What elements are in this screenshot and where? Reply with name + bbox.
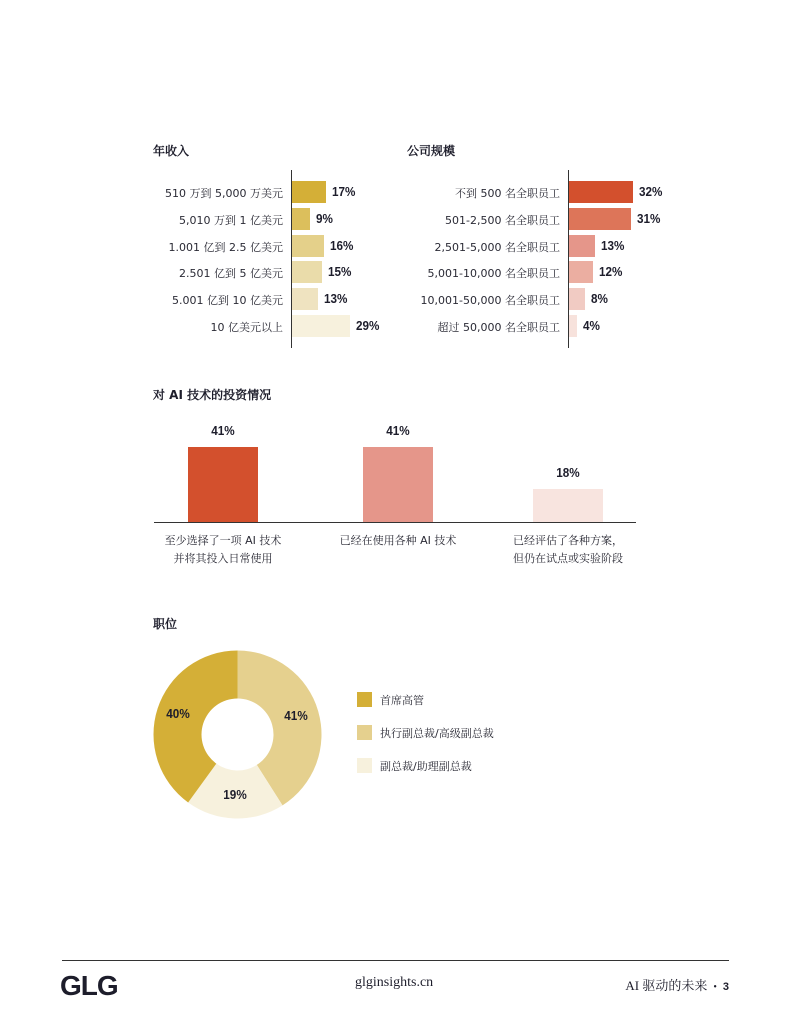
company-size-value-label: 32%: [639, 184, 663, 199]
company-size-category-label: 不到 500 名全职员工: [455, 187, 560, 200]
position-legend-label: 执行副总裁/高级副总裁: [380, 727, 494, 740]
company-size-bar: [569, 315, 577, 337]
revenue-value-label: 16%: [330, 237, 354, 253]
revenue-bar: [292, 261, 322, 283]
ai-investment-value-label: 18%: [556, 465, 580, 481]
ai-investment-category-line: 但仍在试点或实验阶段: [513, 552, 623, 565]
revenue-value-label: 9%: [316, 210, 333, 226]
company-size-value-label: 31%: [637, 210, 661, 226]
company-size-bar: [569, 261, 593, 283]
company-size-bar: [569, 288, 585, 310]
company-size-bar: [569, 181, 633, 203]
ai-investment-category-line: 已经评估了各种方案，: [513, 534, 623, 547]
company-size-value-label: 12%: [599, 264, 623, 280]
revenue-bar: [292, 315, 350, 337]
ai-investment-category-label: [468, 532, 668, 568]
ai-investment-category-line: 并将其投入日常使用: [173, 552, 273, 565]
position-donut-value-label: 41%: [284, 708, 308, 724]
revenue-category-label: 5.001 亿到 10 亿美元: [172, 294, 283, 308]
company-size-category-label: 超过 50,000 名全职员工: [437, 321, 560, 334]
revenue-value-label: 13%: [324, 291, 348, 307]
company-size-value-label: 13%: [601, 237, 625, 253]
ai-investment-axis: [154, 522, 636, 523]
position-legend-swatch: [357, 692, 372, 707]
company-size-bar: [569, 208, 631, 230]
page-number: 3: [722, 981, 729, 993]
footer-doc-title: AI 驱动的未来: [625, 978, 708, 993]
ai-investment-bar: [188, 447, 258, 522]
company-size-bar: [569, 235, 595, 257]
footer-bullet: •: [713, 982, 717, 993]
position-legend-swatch: [357, 758, 372, 773]
company-size-category-label: 5,001-10,000 名全职员工: [427, 267, 560, 281]
revenue-value-label: 29%: [356, 318, 380, 333]
ai-investment-category-label: [123, 532, 323, 568]
ai-investment-title: 对 AI 技术的投资情况: [153, 388, 272, 402]
company-size-value-label: 8%: [591, 291, 608, 307]
company-size-value-label: 4%: [583, 318, 600, 333]
position-legend-swatch: [357, 725, 372, 740]
revenue-category-label: 10 亿美元以上: [210, 321, 283, 334]
ai-investment-category-line: 至少选择了一项 AI 技术: [164, 534, 282, 547]
revenue-category-label: 510 万到 5,000 万美元: [165, 187, 283, 200]
revenue-category-label: 2.501 亿到 5 亿美元: [179, 267, 283, 281]
company-size-category-label: 501-2,500 名全职员工: [445, 213, 560, 227]
revenue-bar: [292, 235, 324, 257]
revenue-bar: [292, 181, 326, 203]
footer-url-link[interactable]: glginsights.cn: [355, 975, 434, 990]
ai-investment-bar: [533, 489, 603, 522]
revenue-bar: [292, 208, 310, 230]
ai-investment-bar: [363, 447, 433, 522]
position-legend-label: 首席高管: [380, 694, 424, 707]
footer-divider: [62, 960, 729, 961]
revenue-category-label: 5,010 万到 1 亿美元: [179, 213, 283, 227]
company-size-category-label: 2,501-5,000 名全职员工: [434, 240, 560, 254]
position-donut-value-label: 40%: [165, 706, 190, 722]
revenue-value-label: 15%: [328, 264, 352, 280]
ai-investment-category-line: 已经在使用各种 AI 技术: [339, 534, 457, 547]
company-size-title: 公司规模: [407, 144, 456, 158]
position-legend-label: 副总裁/助理副总裁: [380, 760, 472, 773]
position-title: 职位: [153, 617, 178, 631]
ai-investment-value-label: 41%: [211, 422, 235, 438]
revenue-title: 年收入: [153, 144, 190, 158]
footer-doc-info: [625, 975, 729, 994]
revenue-bar: [292, 288, 318, 310]
glg-logo: GLG: [60, 970, 118, 1001]
company-size-category-label: 10,001-50,000 名全职员工: [420, 294, 560, 308]
revenue-category-label: 1.001 亿到 2.5 亿美元: [168, 240, 283, 254]
ai-investment-value-label: 41%: [386, 422, 410, 438]
position-donut-value-label: 19%: [222, 787, 247, 803]
revenue-value-label: 17%: [332, 184, 356, 199]
